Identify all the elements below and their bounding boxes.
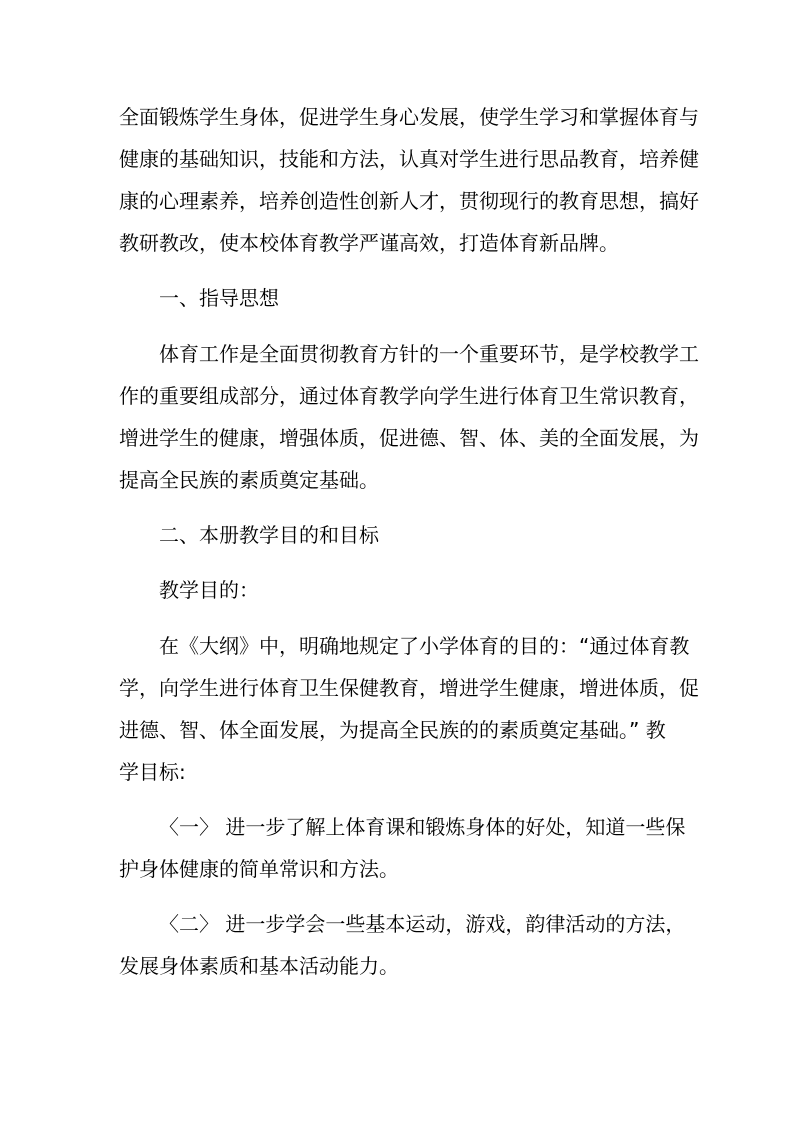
section-heading: 一、指导思想 <box>159 286 279 310</box>
paragraph-line: 教研教改，使本校体育教学严谨高效，打造体育新品牌。 <box>119 231 619 255</box>
paragraph-line: 增进学生的健康，增强体质，促进德、智、体、美的全面发展，为 <box>119 426 699 450</box>
paragraph-line: 进德、智、体全面发展，为提高全民族的的素质奠定基础。” 教 <box>119 718 666 742</box>
paragraph-line: 学，向学生进行体育卫生保健教育，增进学生健康，增进体质，促 <box>119 676 699 700</box>
paragraph-line: 作的重要组成部分，通过体育教学向学生进行体育卫生常识教育， <box>119 384 699 408</box>
paragraph-line: 提高全民族的素质奠定基础。 <box>119 468 379 492</box>
paragraph-line: 全面锻炼学生身体，促进学生身心发展，使学生学习和掌握体育与 <box>119 105 699 129</box>
subsection-label: 教学目的： <box>159 578 259 602</box>
paragraph-line: 康的心理素养，培养创造性创新人才，贯彻现行的教育思想，搞好 <box>119 189 699 213</box>
list-item-line: 发展身体素质和基本活动能力。 <box>119 954 399 978</box>
list-item-line: 〈二〉 进一步学会一些基本运动，游戏，韵律活动的方法， <box>159 912 686 936</box>
list-item-line: 〈一〉 进一步了解上体育课和锻炼身体的好处，知道一些保 <box>159 815 686 839</box>
section-heading: 二、本册教学目的和目标 <box>159 523 379 547</box>
list-item-line: 护身体健康的简单常识和方法。 <box>119 857 399 881</box>
paragraph-line: 健康的基础知识，技能和方法，认真对学生进行思品教育，培养健 <box>119 147 699 171</box>
paragraph-line: 在《大纲》中，明确地规定了小学体育的目的：“通过体育教 <box>159 634 690 658</box>
paragraph-line: 体育工作是全面贯彻教育方针的一个重要环节，是学校教学工 <box>159 342 699 366</box>
paragraph-line: 学目标: <box>119 760 186 784</box>
